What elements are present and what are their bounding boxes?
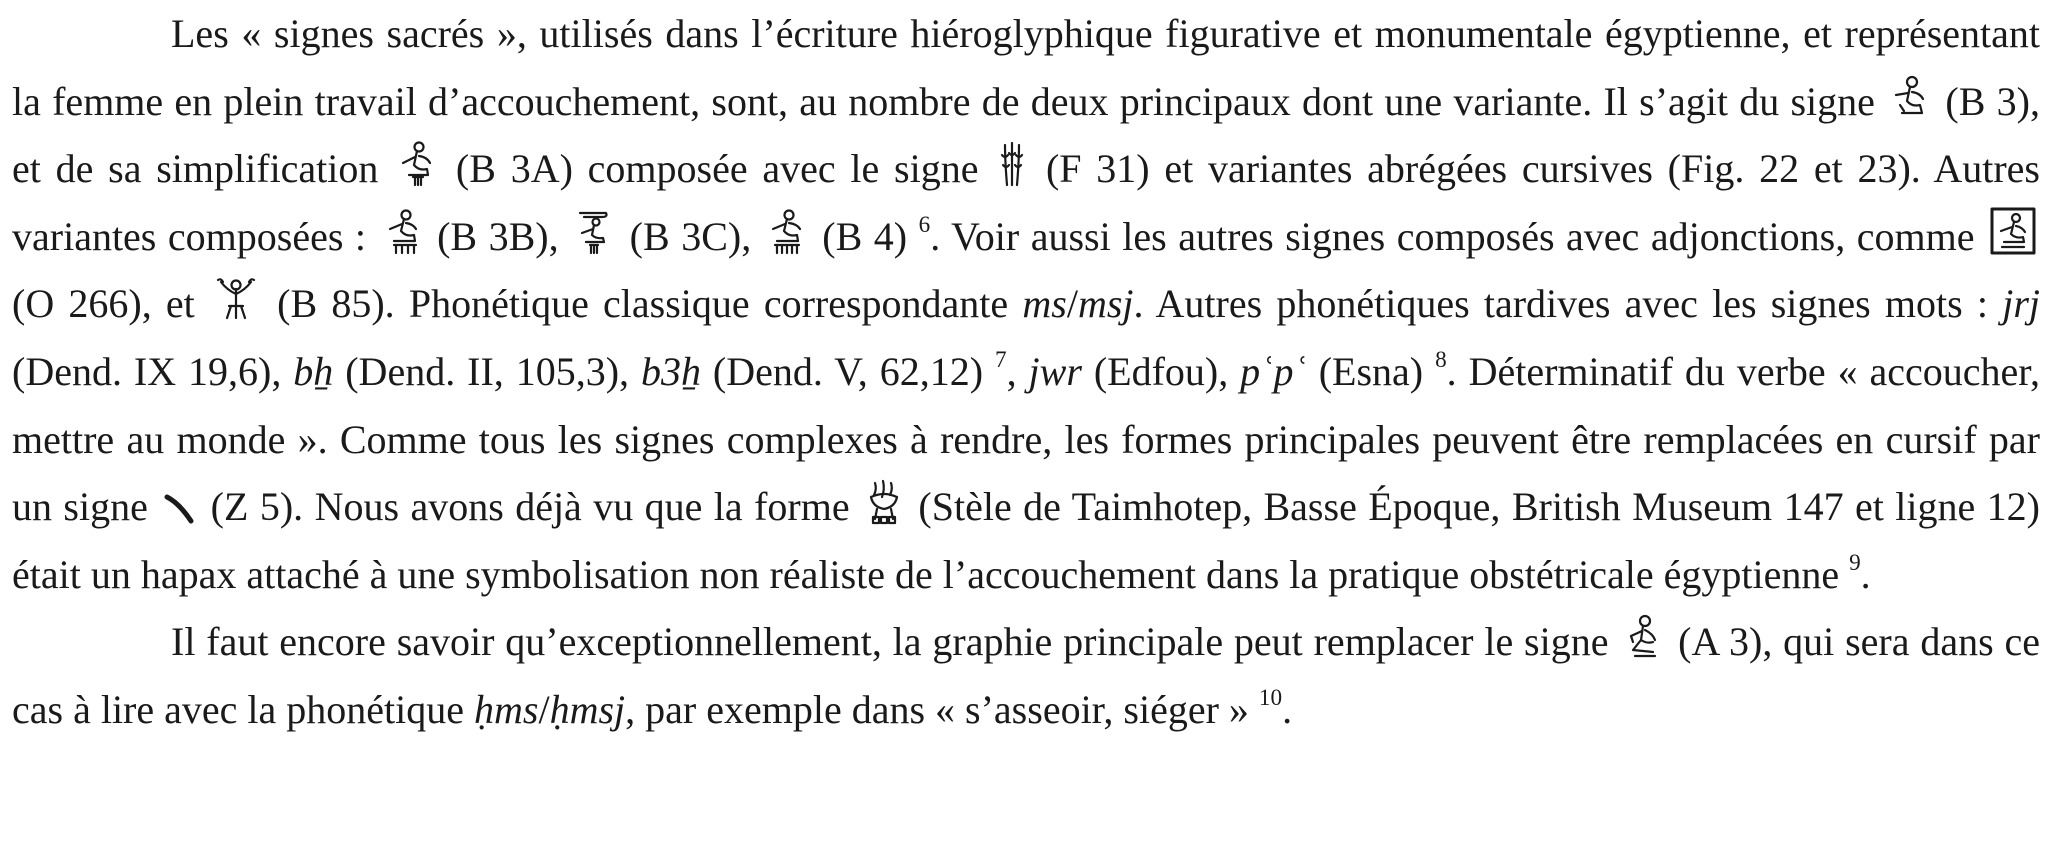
hieroglyph-b3b-icon — [382, 209, 422, 255]
hieroglyph-f31-icon — [997, 141, 1027, 187]
footnote-ref: 7 — [995, 346, 1007, 373]
transliteration: pʿpʿ — [1240, 348, 1307, 394]
transliteration: ms — [1022, 281, 1067, 327]
hieroglyph-o266-boxed-icon — [1990, 207, 2036, 255]
transliteration: jwr — [1028, 348, 1082, 394]
footnote-ref: 10 — [1258, 684, 1283, 711]
transliteration: ḥms — [474, 686, 539, 732]
hieroglyph-z5-stroke-icon — [163, 491, 195, 525]
hieroglyph-a3-seated-icon — [1623, 614, 1663, 660]
paragraph-graphie-principale: Il faut encore savoir qu’exceptionnellement, la graphie principale peut remplacer le signe (A 3), qui sera dans ce cas à lire avec la phonétique ḥms/ḥmsj, par exemple dans « s’asseoir, siéger » $^{10}$. — [12, 608, 2040, 743]
footnote-ref: 9 — [1849, 549, 1861, 576]
transliteration: jrj — [2002, 281, 2040, 327]
transliteration: bẖ — [293, 348, 334, 394]
hieroglyph-taimhotep-hapax-icon — [865, 479, 903, 525]
paragraph-signes-sacres: Les « signes sacrés », utilisés dans l’écriture hiéroglyphique figurative et monumentale égyptienne, et représentant la femme en plein travail d’accouchement, sont, au nombre de deux principaux dont une variante. Il s’agit du signe (B 3), et de sa simplification (B 3A) composée avec le signe (F 31) et variantes abrégées cursives (Fig. 22 et 23). Autres variantes composées : (B 3B), (B 3C), (B 4) $^6$. Voir aussi les autres signes composés avec adjonctions, comme (O 266), et (B 85). Phonétique classique correspondante ms/msj. Autres phonétiques tardives avec les signes mots : jrj (Dend. IX 19,6), bẖ (Dend. II, 105,3), b3ẖ (Dend. V, 62,12) $^7$, jwr (Edfou), pʿpʿ (Esna) $^8$. Déterminatif du verbe « accoucher, mettre au monde ». Comme tous les signes complexes à rendre, les formes principales peuvent être remplacées en cursif par un signe (Z 5). Nous avons déjà vu que la forme (Stèle de Taimhotep, Basse Époque, British Museum 147 et ligne 12) était un hapax attaché à une symbolisation non réaliste de l’accouchement dans la pratique obstétricale égyptienne $^9$. — [12, 11, 2040, 597]
footnote-ref: 6 — [918, 211, 931, 238]
hieroglyph-b3-birth-icon — [1890, 75, 1930, 119]
transliteration: b3ẖ — [640, 348, 701, 394]
hieroglyph-b3a-birth-icon — [397, 141, 437, 187]
transliteration: ḥmsj — [549, 686, 626, 732]
transliteration: msj — [1077, 281, 1134, 327]
footnote-ref: 8 — [1435, 346, 1447, 373]
hieroglyph-b85-icon — [213, 276, 259, 322]
hieroglyph-b4-icon — [767, 209, 807, 255]
hieroglyph-b3c-icon — [574, 209, 614, 255]
